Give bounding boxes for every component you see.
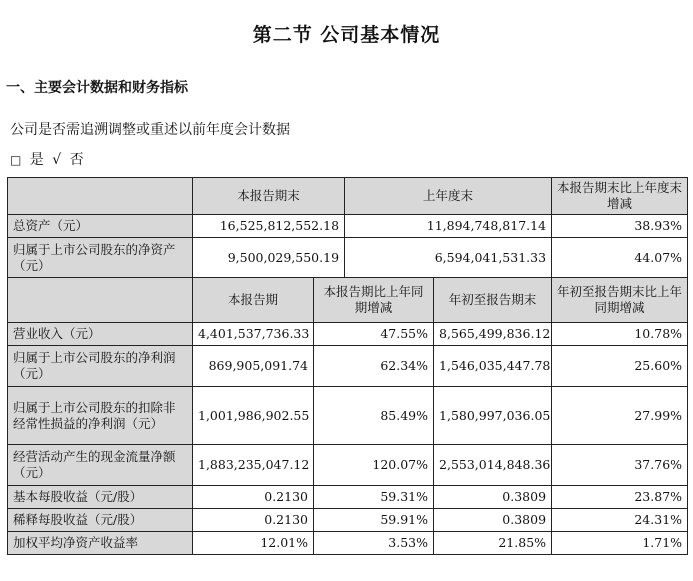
header-corner: [8, 278, 193, 323]
cell-value: 59.91%: [314, 509, 434, 532]
cell-value: 0.3809: [434, 509, 552, 532]
cell-value: 2,553,014,848.36: [434, 445, 552, 486]
cell-value: 120.07%: [314, 445, 434, 486]
cell-value: 24.31%: [552, 509, 688, 532]
check-mark-icon: √: [52, 152, 62, 168]
cell-value: 27.99%: [552, 387, 688, 445]
cell-value: 4,401,537,736.33: [193, 323, 314, 346]
table-row: [8, 486, 688, 509]
cell-value: 6,594,041,531.33: [345, 238, 552, 278]
section-heading: 一、主要会计数据和财务指标: [6, 80, 188, 96]
header-ytd-change: 年初至报告期末比上年同期增减: [552, 278, 688, 323]
row-label: 归属于上市公司股东的净利润（元）: [8, 346, 193, 387]
page-title: 第二节 公司基本情况: [252, 24, 441, 46]
cell-value: 44.07%: [552, 238, 688, 278]
cell-value: 85.49%: [314, 387, 434, 445]
cell-value: 0.3809: [434, 486, 552, 509]
cell-value: 1,546,035,447.78: [434, 346, 552, 387]
table-row: [8, 445, 688, 486]
table-row: [8, 346, 688, 387]
restatement-question: 公司是否需追溯调整或重述以前年度会计数据: [10, 122, 290, 138]
cell-value: 1,001,986,902.55: [193, 387, 314, 445]
table-row: [8, 238, 688, 278]
cell-value: 1.71%: [552, 532, 688, 555]
table-row: [8, 387, 688, 445]
cell-value: 1,883,235,047.12: [193, 445, 314, 486]
header-period-end: 本报告期末: [193, 178, 345, 215]
row-label: 基本每股收益（元/股）: [8, 486, 193, 509]
option-no: 否: [69, 152, 84, 168]
financial-data-table: [7, 177, 688, 555]
cell-value: 25.60%: [552, 346, 688, 387]
cell-value: 38.93%: [552, 215, 688, 238]
table2-header-row: [8, 278, 688, 323]
restatement-options: [10, 149, 88, 169]
table1-header-row: [8, 178, 688, 215]
table-row: [8, 215, 688, 238]
header-period-change: 本报告期比上年同期增减: [314, 278, 434, 323]
table-row: [8, 532, 688, 555]
row-label: 稀释每股收益（元/股）: [8, 509, 193, 532]
table-row: [8, 509, 688, 532]
row-label: 营业收入（元）: [8, 323, 193, 346]
row-label: 经营活动产生的现金流量净额（元）: [8, 445, 193, 486]
cell-value: 16,525,812,552.18: [193, 215, 345, 238]
header-prior-year-end: 上年度末: [345, 178, 552, 215]
cell-value: 8,565,499,836.12: [434, 323, 552, 346]
cell-value: 1,580,997,036.05: [434, 387, 552, 445]
cell-value: 3.53%: [314, 532, 434, 555]
cell-value: 0.2130: [193, 486, 314, 509]
row-label: 归属于上市公司股东的扣除非经常性损益的净利润（元）: [8, 387, 193, 445]
row-label: 总资产（元）: [8, 215, 193, 238]
header-corner: [8, 178, 193, 215]
cell-value: 21.85%: [434, 532, 552, 555]
table-row: [8, 323, 688, 346]
header-change-vs-prior-year-end: 本报告期末比上年度末增减: [552, 178, 688, 215]
header-current-period: 本报告期: [193, 278, 314, 323]
cell-value: 10.78%: [552, 323, 688, 346]
cell-value: 23.87%: [552, 486, 688, 509]
cell-value: 59.31%: [314, 486, 434, 509]
row-label: 归属于上市公司股东的净资产（元）: [8, 238, 193, 278]
cell-value: 62.34%: [314, 346, 434, 387]
option-yes: 是: [29, 152, 44, 168]
checkbox-icon: □: [10, 153, 22, 167]
cell-value: 37.76%: [552, 445, 688, 486]
cell-value: 0.2130: [193, 509, 314, 532]
cell-value: 47.55%: [314, 323, 434, 346]
row-label: 加权平均净资产收益率: [8, 532, 193, 555]
cell-value: 11,894,748,817.14: [345, 215, 552, 238]
cell-value: 9,500,029,550.19: [193, 238, 345, 278]
cell-value: 12.01%: [193, 532, 314, 555]
header-ytd: 年初至报告期末: [434, 278, 552, 323]
cell-value: 869,905,091.74: [193, 346, 314, 387]
